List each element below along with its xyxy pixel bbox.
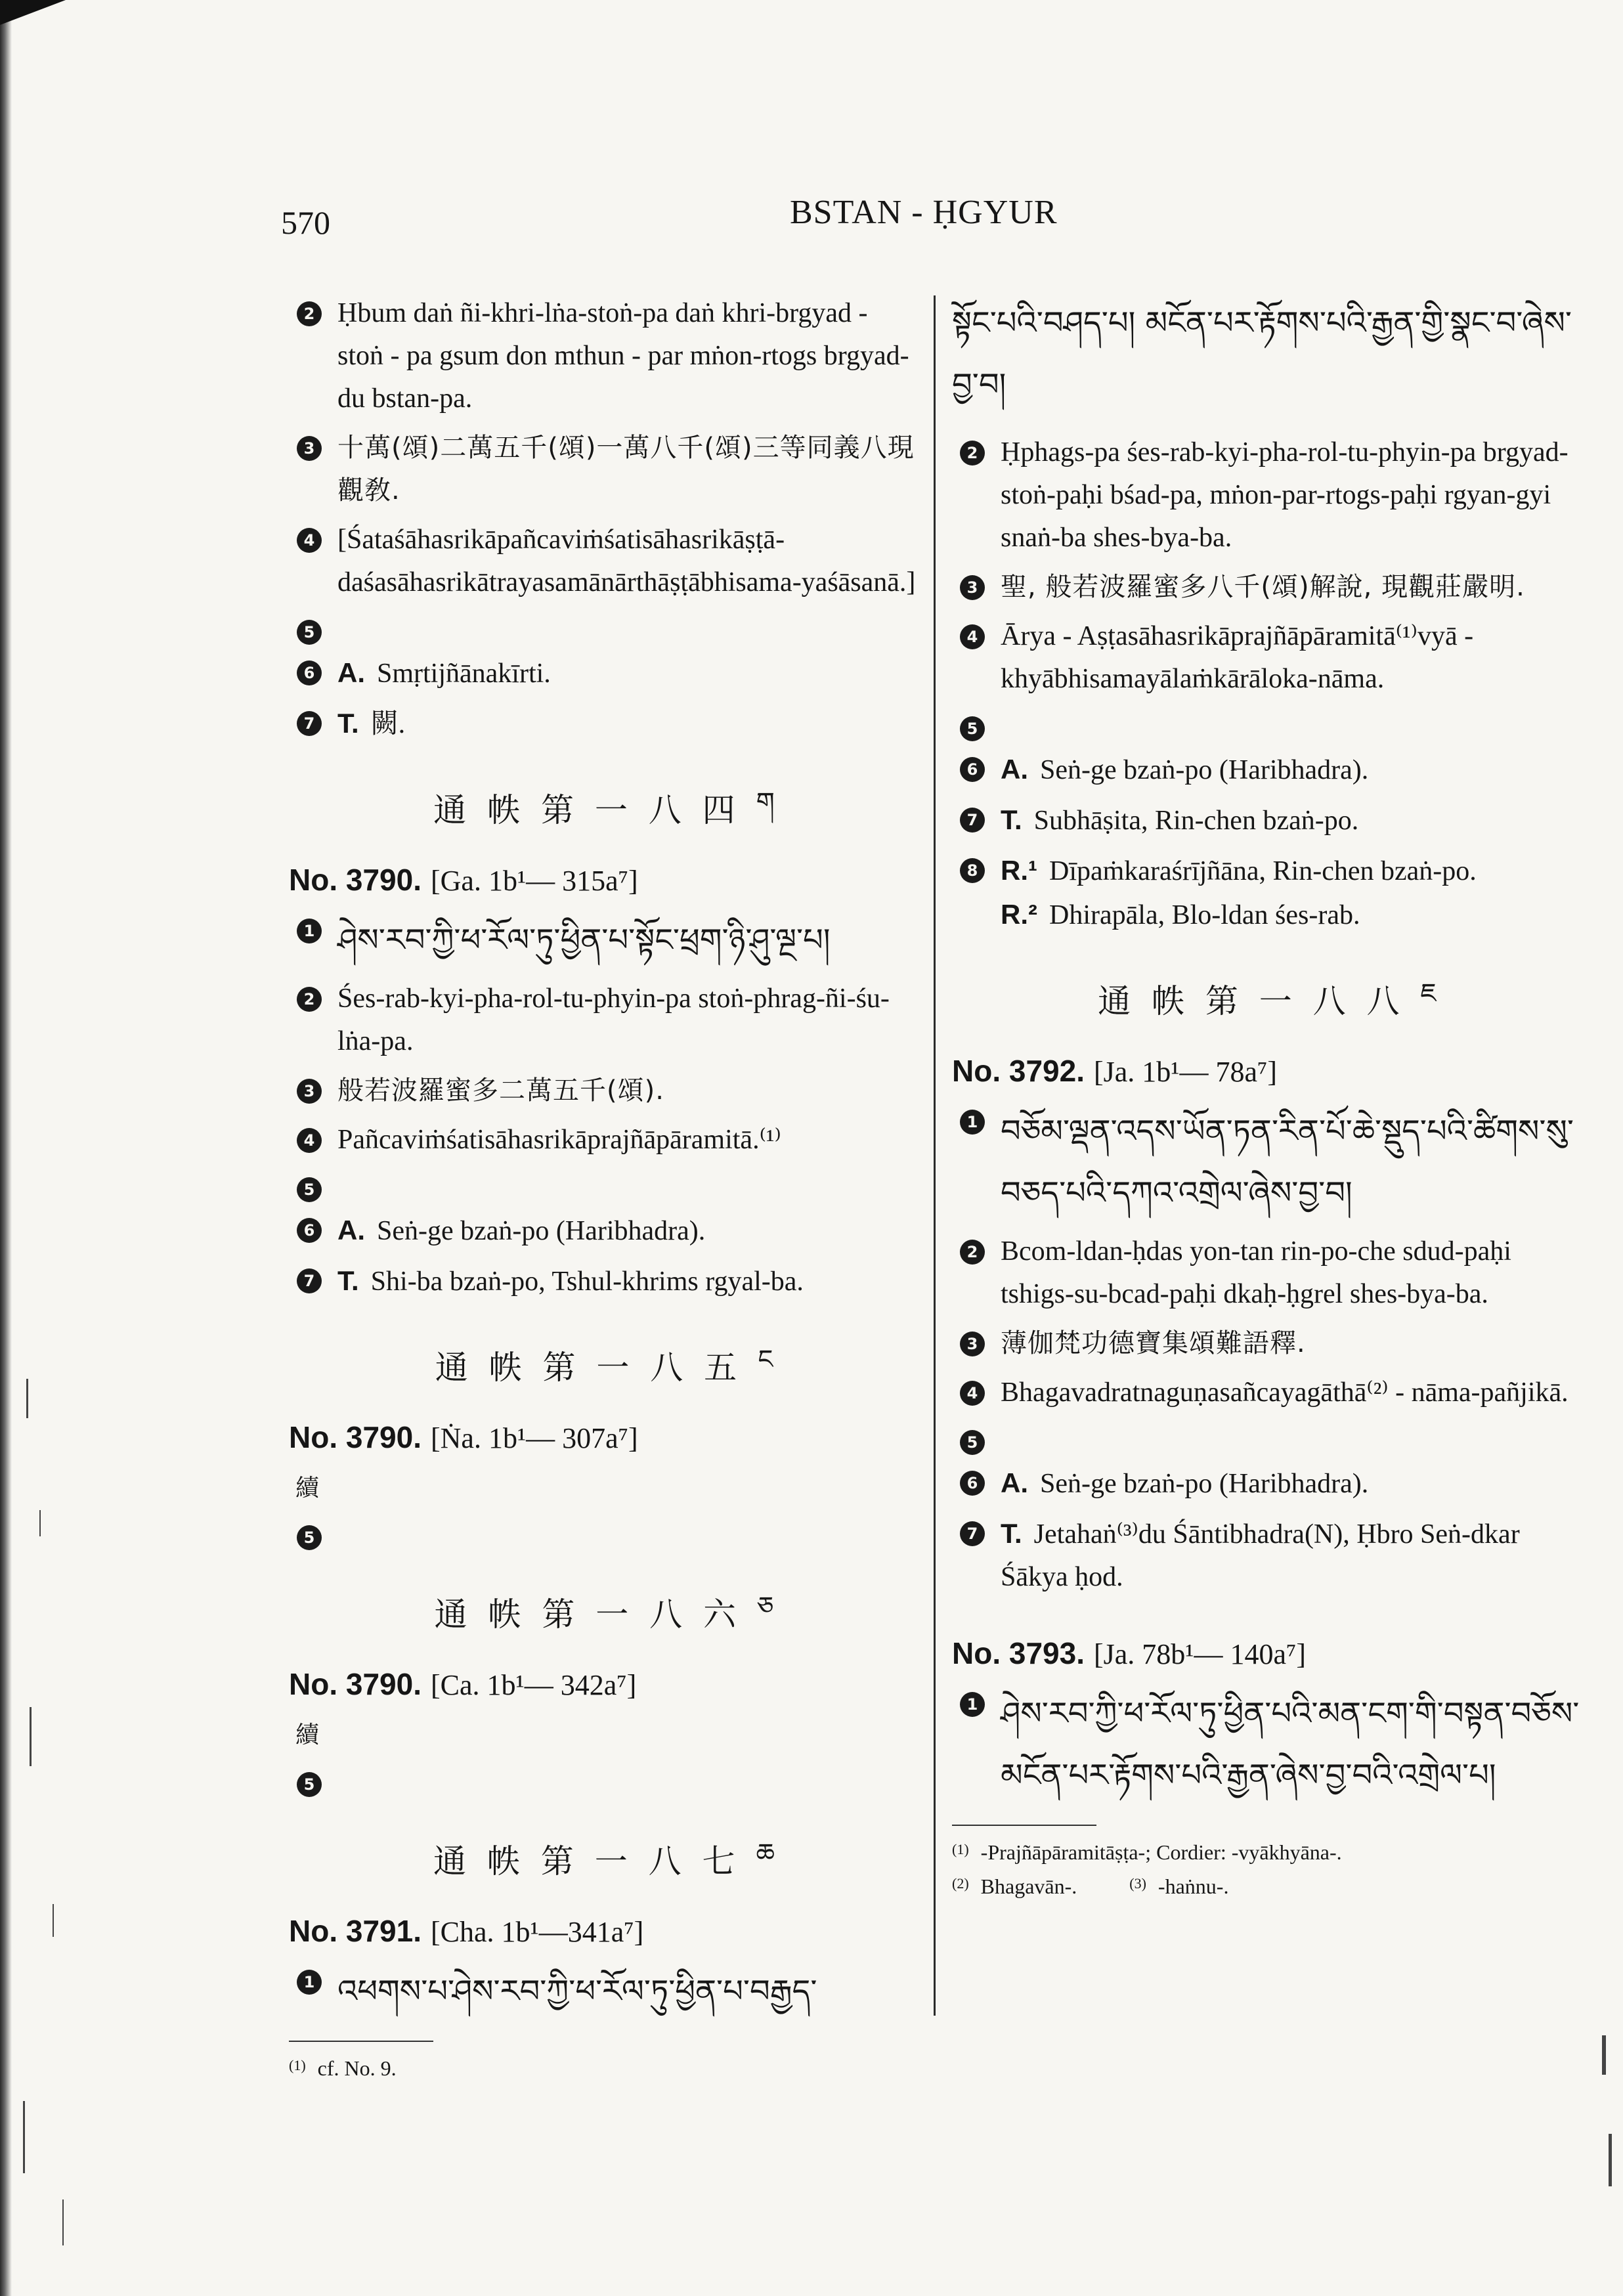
page-edge-shadow <box>0 0 12 2296</box>
volume-heading <box>289 772 919 846</box>
entry-field <box>289 651 919 695</box>
entry-field <box>289 1209 919 1253</box>
corner-mark <box>0 0 66 25</box>
field-text: Ḥphags-pa śes-rab-kyi-pha-rol-tu-phyin-pa brgyad-stoṅ-paḥi bśad-pa, mṅon-par-rtogs-paḥi rgyan-gyi snaṅ-ba shes-bya-ba. <box>1001 437 1569 553</box>
person-name: Subhāṣita, Rin-chen bzaṅ-po. <box>1033 806 1359 836</box>
right-column <box>952 292 1582 1902</box>
volume-heading <box>952 963 1582 1037</box>
catalogue-number-line <box>952 1635 1582 1671</box>
folio-reference: [Ja. 78b¹— 140a⁷] <box>1094 1638 1307 1670</box>
scan-speckle <box>1602 2035 1606 2075</box>
field-number-marker: 5 <box>297 1177 322 1202</box>
field-text: 聖, 般若波羅蜜多八千(頌)解說, 現觀莊嚴明. <box>1001 572 1525 602</box>
field-number-marker: 8 <box>960 858 985 883</box>
entry-field <box>952 707 1582 741</box>
footnote-mark: (1) <box>952 1841 969 1857</box>
person-name: Seṅ-ge bzaṅ-po (Haribhadra). <box>1040 755 1369 785</box>
entry-field <box>289 1960 919 2022</box>
field-number-marker: 2 <box>960 1240 985 1265</box>
person-name: 闕. <box>370 709 406 739</box>
field-text: [Śataśāhasrikāpañcaviṁśatisāhasrikāṣṭā-daśasāhasrikātrayasamānārthāṣṭābhisama-yaśāsanā.] <box>337 525 916 597</box>
footnote-mark: (3) <box>1129 1875 1146 1892</box>
footnote-mark: (2) <box>952 1875 969 1892</box>
footnote-text: cf. No. 9. <box>317 2056 397 2080</box>
footnote-text: Bhagavān-. <box>980 1874 1077 1898</box>
footnote-text: -Prajñāpāramitāṣṭa-; Cordier: -vyākhyāna-. <box>980 1840 1342 1864</box>
entry-field <box>952 615 1582 701</box>
section-spacer <box>952 1605 1582 1632</box>
folio-reference: [Ca. 1b¹— 342a⁷] <box>431 1669 637 1701</box>
volume-heading-text: 通 帙 第 一 八 八 <box>1098 982 1405 1020</box>
folio-reference: [Ga. 1b¹— 315a⁷] <box>431 865 638 897</box>
field-number-marker: 2 <box>960 441 985 466</box>
field-number-marker: 4 <box>960 1381 985 1406</box>
field-text <box>337 1209 705 1253</box>
entry-field <box>289 1516 919 1550</box>
volume-heading <box>289 1330 919 1404</box>
catalogue-number: No. 3790. <box>289 863 422 897</box>
role-label: A. <box>337 1215 365 1245</box>
field-text: 續 <box>295 1475 320 1502</box>
field-number-marker: 4 <box>297 528 322 553</box>
entry-field <box>952 798 1582 842</box>
scan-speckle <box>39 1510 41 1536</box>
person-name: Jetahaṅ⁽³⁾du Śāntibhadra(N), Ḥbro Seṅ-dkar Śākya ḥod. <box>1001 1519 1520 1592</box>
field-number-marker: 5 <box>297 1772 322 1797</box>
volume-heading <box>289 1823 919 1897</box>
role-label: A. <box>337 657 365 688</box>
catalogue-number: No. 3790. <box>289 1667 422 1701</box>
field-text: Bhagavadratnaguṇasañcayagāthā⁽²⁾ - nāma-pañjikā. <box>1001 1377 1569 1408</box>
entry-field <box>952 1322 1582 1365</box>
catalogue-number: No. 3791. <box>289 1914 422 1948</box>
entry-field <box>289 1070 919 1112</box>
entry-field <box>289 1763 919 1797</box>
field-number-marker: 6 <box>960 757 985 782</box>
entry-field <box>289 909 919 971</box>
volume-heading <box>289 1576 919 1651</box>
field-number-marker: 5 <box>960 716 985 741</box>
column-rule <box>934 295 936 2016</box>
person-name: Seṅ-ge bzaṅ-po (Haribhadra). <box>377 1216 706 1246</box>
field-number-marker: 6 <box>960 1471 985 1496</box>
entry-field <box>952 566 1582 609</box>
role-label: T. <box>1001 804 1022 835</box>
entry-field <box>952 1372 1582 1414</box>
folio-reference: [Ja. 1b¹— 78a⁷] <box>1094 1056 1278 1088</box>
tibetan-title: བཅོམ་ལྡན་འདས་ཡོན་ཏན་རིན་པོ་ཆེ་སྡུད་པའི་ཚིགས་སུ་བཅད་པའི་དཀའ་འགྲེལ་ཞེས་བྱ་བ། <box>1001 1113 1574 1211</box>
field-text <box>1001 798 1358 842</box>
field-text: 般若波羅蜜多二萬五千(頌). <box>337 1075 664 1106</box>
field-number-marker: 2 <box>297 987 322 1012</box>
role-label: R.¹ <box>1001 855 1037 886</box>
footnote-rule <box>289 2041 433 2042</box>
scan-speckle <box>26 1379 28 1418</box>
field-number-marker: 7 <box>297 711 322 736</box>
reviser-name: Dīpaṁkaraśrījñāna, Rin-chen bzaṅ-po. <box>1049 856 1477 886</box>
field-number-marker: 4 <box>960 624 985 649</box>
entry-field <box>289 1168 919 1202</box>
folio-reference: [Cha. 1b¹—341a⁷] <box>431 1916 644 1948</box>
catalogue-number: No. 3792. <box>952 1054 1085 1088</box>
reviser-list <box>1001 849 1477 937</box>
entry-field <box>952 1421 1582 1455</box>
volume-heading-text: 通 帙 第 一 八 六 <box>434 1595 741 1634</box>
role-label: T. <box>337 708 359 739</box>
scan-speckle <box>23 2101 25 2173</box>
field-text <box>1001 1512 1582 1599</box>
catalogue-number-line <box>289 862 919 898</box>
volume-letter: ཅ <box>757 1592 774 1622</box>
field-number-marker: 3 <box>960 1332 985 1356</box>
field-number-marker: 4 <box>297 1128 322 1153</box>
entry-field <box>952 431 1582 559</box>
scan-speckle <box>1609 2134 1612 2186</box>
field-number-marker: 1 <box>297 1970 322 1995</box>
entry-field <box>289 292 919 420</box>
reviser-line <box>1001 849 1477 893</box>
footnote <box>289 2050 919 2084</box>
role-label: R.² <box>1001 899 1037 930</box>
field-text: Bcom-ldan-ḥdas yon-tan rin-po-che sdud-paḥi tshigs-su-bcad-paḥi dkaḥ-ḥgrel shes-bya-ba. <box>1001 1236 1511 1309</box>
field-text: 十萬(頌)二萬五千(頌)一萬八千(頌)三等同義八現觀敎. <box>337 433 915 506</box>
field-number-marker: 3 <box>297 436 322 461</box>
field-text <box>337 651 551 695</box>
field-number-marker: 5 <box>960 1430 985 1455</box>
catalogue-number-line <box>289 1419 919 1455</box>
field-text: Ārya - Aṣṭasāhasrikāprajñāpāramitā⁽¹⁾vyā - khyābhisamayālaṁkārāloka-nāma. <box>1001 621 1474 694</box>
field-text: 薄伽梵功德寶集頌難語釋. <box>1001 1328 1306 1358</box>
tibetan-title-continuation: སྟོང་པའི་བཤད་པ། མངོན་པར་རྟོགས་པའི་རྒྱན་གྱི་སྣང་བ་ཞེས་བྱ་བ། <box>952 305 1572 403</box>
field-number-marker: 3 <box>960 575 985 600</box>
reviser-name: Dhirapāla, Blo-ldan śes-rab. <box>1049 900 1360 930</box>
entry-field <box>289 519 919 604</box>
entry-field <box>289 611 919 645</box>
volume-heading-text: 通 帙 第 一 八 五 <box>435 1349 743 1387</box>
person-name: Shi-ba bzaṅ-po, Tshul-khrims rgyal-ba. <box>370 1267 804 1297</box>
person-name: Seṅ-ge bzaṅ-po (Haribhadra). <box>1040 1469 1369 1499</box>
catalogue-number: No. 3793. <box>952 1636 1085 1670</box>
entry-field <box>952 1100 1582 1224</box>
role-label: A. <box>1001 754 1028 785</box>
entry-field <box>952 1462 1582 1505</box>
catalogue-number-line <box>289 1666 919 1702</box>
field-number-marker: 3 <box>297 1079 322 1104</box>
footnote <box>952 1868 1582 1902</box>
left-column <box>289 292 919 2084</box>
volume-letter: ཆ <box>756 1838 775 1869</box>
field-number-marker: 6 <box>297 1218 322 1243</box>
tibetan-title: ཤེས་རབ་ཀྱི་ཕ་རོལ་ཏུ་ཕྱིན་པའི་མན་ངག་གི་བསྟན་བཅོས་མངོན་པར་རྟོགས་པའི་རྒྱན་ཞེས་བྱ་བའི་འགྲེལ་པ། <box>1001 1695 1580 1794</box>
scan-speckle <box>30 1707 32 1766</box>
field-number-marker: 5 <box>297 1525 322 1550</box>
role-label: T. <box>337 1265 359 1296</box>
entry-field <box>289 1119 919 1161</box>
entry-field <box>289 702 919 746</box>
field-number-marker: 1 <box>960 1110 985 1135</box>
field-number-marker: 7 <box>960 1521 985 1546</box>
field-number-marker: 1 <box>960 1692 985 1717</box>
volume-letter: ང <box>758 1345 773 1375</box>
field-text <box>337 1259 804 1303</box>
field-number-marker: 5 <box>297 620 322 645</box>
tibetan-title: ཤེས་རབ་ཀྱི་ཕ་རོལ་ཏུ་ཕྱིན་པ་སྟོང་ཕྲག་ཉི་ཤུ་ལྔ་པ། <box>337 922 831 959</box>
volume-heading-text: 通 帙 第 一 八 四 <box>433 791 741 829</box>
field-number-marker: 2 <box>297 301 322 326</box>
field-number-marker: 7 <box>297 1268 322 1293</box>
entry-field <box>952 1683 1582 1806</box>
scan-speckle <box>62 2199 64 2245</box>
footnote-mark: (1) <box>289 2057 306 2073</box>
field-text: Ḥbum daṅ ñi-khri-lṅa-stoṅ-pa daṅ khri-brgyad - stoṅ - pa gsum don mthun - par mṅon-rtogs brgyad-du bstan-pa. <box>337 298 909 414</box>
footnote-text: -haṅnu-. <box>1158 1874 1229 1898</box>
running-head: BSTAN - ḤGYUR <box>790 194 1058 231</box>
field-text: Śes-rab-kyi-pha-rol-tu-phyin-pa stoṅ-phrag-ñi-śu-lṅa-pa. <box>337 984 890 1056</box>
reviser-line <box>1001 893 1477 937</box>
page-number: 570 <box>281 204 330 241</box>
entry-field <box>289 978 919 1063</box>
entry-field <box>289 427 919 512</box>
field-text: Pañcaviṁśatisāhasrikāprajñāpāramitā.⁽¹⁾ <box>337 1125 781 1155</box>
field-text <box>337 702 405 746</box>
field-number-marker: 7 <box>960 808 985 833</box>
field-text <box>1001 1462 1368 1505</box>
folio-reference: [Ṅa. 1b¹— 307a⁷] <box>431 1422 638 1454</box>
entry-field <box>289 1714 919 1756</box>
entry-field <box>952 849 1582 937</box>
entry-field <box>289 1467 919 1509</box>
entry-field <box>952 1230 1582 1316</box>
role-label: T. <box>1001 1518 1022 1549</box>
catalogue-number: No. 3790. <box>289 1420 422 1454</box>
volume-heading-text: 通 帙 第 一 八 七 <box>433 1842 741 1880</box>
entry-field <box>952 1512 1582 1599</box>
volume-letter: ག <box>756 787 775 817</box>
tibetan-title: འཕགས་པ་ཤེས་རབ་ཀྱི་ཕ་རོལ་ཏུ་ཕྱིན་པ་བརྒྱད་ <box>337 1973 817 2010</box>
entry-field <box>952 748 1582 792</box>
field-number-marker: 1 <box>297 919 322 943</box>
catalogue-number-line <box>952 1053 1582 1089</box>
entry-field <box>289 1259 919 1303</box>
footnote-rule <box>952 1825 1096 1826</box>
footnote <box>952 1834 1582 1868</box>
field-text: 續 <box>295 1722 320 1748</box>
scan-speckle <box>53 1904 54 1937</box>
catalogue-number-line <box>289 1913 919 1949</box>
field-number-marker: 6 <box>297 661 322 685</box>
role-label: A. <box>1001 1467 1028 1498</box>
volume-letter: ཇ <box>1420 978 1437 1008</box>
person-name: Smṛtijñānakīrti. <box>377 659 551 689</box>
field-text <box>1001 748 1368 792</box>
